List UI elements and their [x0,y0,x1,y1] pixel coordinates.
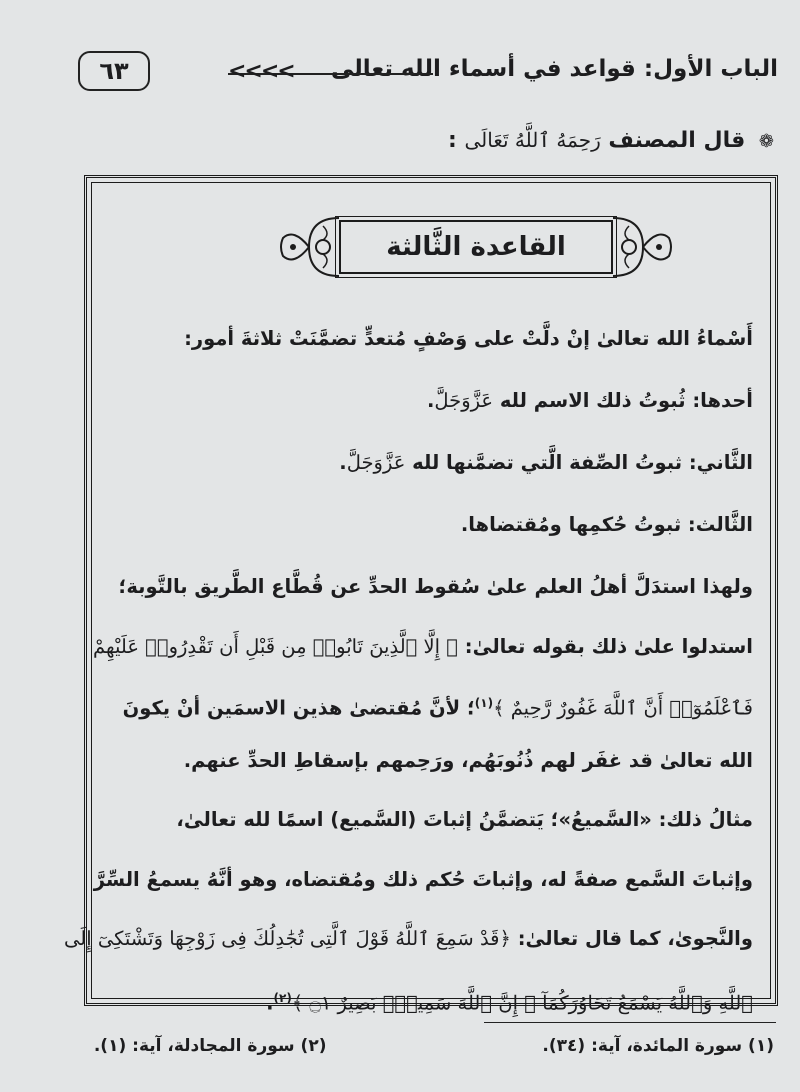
text-line: مثالُ ذلك: «السَّميعُ»؛ يَتضمَّنُ إثباتَ (السَّميع) اسمًا لله تعالىٰ، [176,808,753,831]
author-line [448,128,774,153]
text-line [93,618,753,675]
text-line [109,675,753,732]
text-span: . [266,991,274,1015]
quran-verse: فَٱعْلَمُوٓا۟ أَنَّ ٱللَّهَ غَفُورٌ رَّحِيمٌ ﴾ [493,696,753,720]
text-line: الثَّالث: ثبوتُ حُكمِها ومُقتضاها. [460,513,753,536]
footnote-ref: (٢) [273,991,292,1005]
quran-verse: ﴿قَدْ سَمِعَ ٱللَّهُ قَوْلَ ٱلَّتِى تُجَٰدِلُكَ فِى زَوْجِهَا وَتَشْتَكِىٓ إِلَى [64,927,511,950]
rule-heading-box [339,220,613,274]
footnote-1: (١) سورة المائدة، آية: (٣٤). [542,1036,774,1056]
text-span: أحدها: ثُبوتُ ذلك الاسم لله [499,389,753,412]
author-label: قال المصنف [608,128,746,153]
ornament-right-icon [611,208,673,286]
footnote-separator [484,1022,776,1023]
text-line [109,432,753,494]
text-span: الثَّاني: ثبوتُ الصِّفة الَّتي تضمَّنها لله [412,451,753,474]
arrow-ornament-icon: <<<< [228,59,294,84]
footnote-2: (٢) سورة المجادلة، آية: (١). [93,1036,327,1056]
rule-body [64,308,753,1027]
page-number: ٦٣ [78,51,150,91]
text-span: استدلوا علىٰ ذلك بقوله تعالىٰ: [464,635,753,658]
text-line: الله تعالىٰ قد غفَر لهم ذُنُوبَهُم، ورَحِمهم بإسقاطِ الحدِّ عنهم. [183,749,753,772]
rule-heading: القاعدة الثَّالثة [386,232,566,262]
honorific: رَحِمَهُ ٱللَّهُ تَعَالَى [464,128,601,152]
honorific: عَزَّوَجَلَّ [346,451,406,474]
rule-heading-cartouche [279,208,673,286]
flower-icon: ❁ [758,131,774,152]
ornament-left-icon [279,208,341,286]
quran-verse: ٱللَّهِ وَٱللَّهُ يَسْمَعُ تَحَاوُرَكُمَآ ۚ إِنَّ ٱللَّهَ سَمِيعٌۢ بَصِيرٌ ۝١ ﴾ [291,991,753,1015]
text-span: . [426,389,435,412]
honorific: عَزَّوَجَلَّ [434,389,494,412]
text-line: وإثباتَ السَّمع صفةً له، وإثباتَ حُكم ذلك ومُقتضاه، وهو أنَّهُ يسمعُ السِّرَّ [93,868,753,891]
rule-frame [64,175,778,1015]
text-span: ؛ لأنَّ مُقتضىٰ هذين الاسمَين أنْ يكونَ [122,696,475,720]
text-line: أَسْماءُ الله تعالىٰ إنْ دلَّتْ على وَصْفٍ مُتعدٍّ تضمَّنَتْ ثلاثةَ أمور: [184,327,753,350]
text-span: . [339,451,347,474]
text-line: ولهذا استدَلَّ أهلُ العلم علىٰ سُقوط الحدِّ عن قُطَّاع الطَّريق بالتَّوبة؛ [118,575,753,598]
text-line [109,970,753,1027]
author-colon: : [448,128,457,153]
footnote-ref: (١) [474,696,494,710]
text-line [109,370,753,432]
text-line [64,908,753,970]
quran-verse: ﴿ إِلَّا ٱلَّذِينَ تَابُوا۟ مِن قَبْلِ أَن تَقْدِرُوا۟ عَلَيْهِمْ [93,635,458,658]
chapter-title: الباب الأول: قواعد في أسماء الله تعالى [330,56,778,82]
text-span: والنَّجوىٰ، كما قال تعالىٰ: [517,927,753,950]
footnotes [94,1036,774,1056]
running-header [78,50,778,96]
